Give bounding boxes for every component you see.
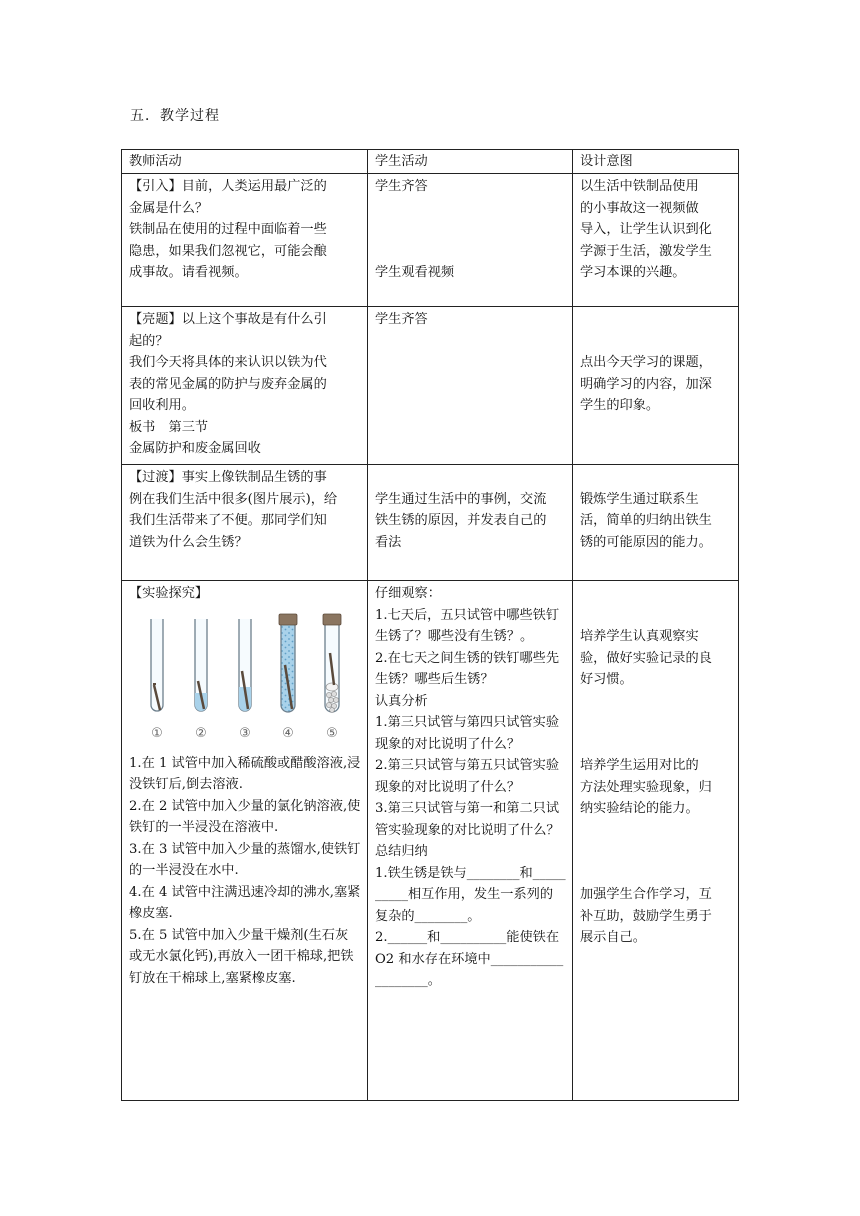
row2-intent-line: 明确学习的内容，加深 (580, 376, 712, 392)
table-row-experiment (122, 581, 739, 1101)
cotton-ball-icon (326, 683, 338, 691)
student-task-line: 1.第三只试管与第四只试管实验现象的对比说明了什么？ (375, 715, 560, 752)
row2-teacher-line: 【亮题】以上这个事故是有什么引 (129, 312, 327, 327)
row1-student-answer: 学生齐答 (375, 179, 428, 194)
row1-student-watch: 学生观看视频 (375, 265, 455, 280)
student-task-line: 认真分析 (375, 693, 428, 709)
test-tubes-figure (133, 613, 363, 747)
row1-teacher-line: 隐患，如果我们忽视它，可能会酿 (129, 243, 327, 259)
row3-teacher-line: 【过渡】事实上像铁制品生锈的事 (129, 470, 327, 485)
row2-teacher-line: 我们今天将具体的来认识以铁为代 (129, 355, 327, 370)
experiment-step: 4.在 4 试管中注满迅速冷却的沸水,塞紧橡皮塞. (129, 884, 361, 921)
row3-student-line: 学生通过生活中的事例，交流 (375, 491, 547, 507)
row4-intent-line: 验，做好实验记录的良 (580, 650, 712, 666)
row1-intent-line: 学源于生活，激发学生 (580, 243, 712, 259)
row1-intent-line: 以生活中铁制品使用 (580, 179, 699, 194)
tube-label: ② (195, 725, 207, 741)
row2-teacher-line: 表的常见金属的防护与废弃金属的 (129, 376, 327, 392)
rubber-stopper-icon (323, 614, 341, 625)
row2-intent-line: 点出今天学习的课题， (580, 355, 712, 370)
student-task-line: 1.七天后，五只试管中哪些铁钉生锈了？哪些没有生锈？。 (375, 607, 560, 644)
experiment-step: 3.在 3 试管中加入少量的蒸馏水,使铁钉的一半浸没在水中. (129, 841, 361, 878)
row1-teacher-line: 铁制品在使用的过程中面临着一些 (129, 222, 327, 237)
row4-student-cell (368, 581, 573, 1101)
row3-student-line: 铁生锈的原因，并发表自己的 (375, 513, 547, 528)
row4-intent-line: 纳实验结论的能力。 (580, 801, 699, 816)
row2-student-answer: 学生齐答 (375, 312, 428, 327)
student-task-line: 2.在七天之间生锈的铁钉哪些先生锈？哪些后生锈？ (375, 650, 560, 687)
tube-label: ① (151, 725, 163, 741)
test-tube-5 (323, 614, 341, 712)
header-teacher-activity: 教师活动 (122, 150, 368, 174)
test-tube-4 (279, 614, 297, 712)
row4-teacher-title: 【实验探究】 (129, 586, 209, 601)
student-task-line: 3.第三只试管与第一和第二只试管实验现象的对比说明了什么？ (375, 801, 560, 838)
row2-intent-line: 学生的印象。 (580, 398, 660, 413)
test-tube-2 (195, 619, 207, 711)
experiment-step: 2.在 2 试管中加入少量的氯化钠溶液,使铁钉的一半浸没在溶液中. (129, 798, 361, 835)
test-tube-3 (239, 619, 251, 711)
row4-intent-line: 培养学生运用对比的 (580, 758, 699, 773)
row2-teacher-line: 金属防护和废金属回收 (129, 441, 261, 456)
row4-intent-line: 加强学生合作学习，互 (580, 887, 712, 902)
tube-label: ③ (239, 725, 251, 741)
row1-teacher-line: 成事故。请看视频。 (129, 265, 248, 280)
row2-teacher-line: 板书 第三节 (129, 419, 209, 435)
row3-intent-cell (573, 465, 739, 581)
tube-label: ④ (282, 725, 294, 741)
row4-intent-line: 培养学生认真观察实 (580, 629, 699, 644)
row3-teacher-line: 道铁为什么会生锈？ (129, 534, 248, 550)
row3-intent-line: 锈的可能原因的能力。 (580, 534, 712, 550)
row3-teacher-line: 我们生活带来了不便。那同学们知 (129, 513, 327, 528)
row3-intent-line: 锻炼学生通过联系生 (580, 491, 699, 507)
row4-intent-line: 展示自己。 (580, 930, 646, 945)
experiment-step: 5.在 5 试管中加入少量干燥剂(生石灰或无水氯化钙),再放入一团干棉球,把铁钉放在干棉球上,塞紧橡皮塞. (129, 927, 354, 986)
row3-teacher-line: 例在我们生活中很多(图片展示)，给 (129, 491, 338, 507)
row4-teacher-cell (122, 581, 368, 1101)
row3-student-cell (368, 465, 573, 581)
row2-intent-cell (573, 307, 739, 465)
row4-intent-line: 好习惯。 (580, 672, 633, 687)
student-task-line: 2.______和__________能使铁在 O2 和水存在环境中___________________。 (375, 930, 564, 988)
row1-teacher-line: 【引入】目前，人类运用最广泛的 (129, 179, 327, 194)
tube-label: ⑤ (326, 725, 338, 741)
rubber-stopper-icon (279, 614, 297, 625)
row1-intent-line: 导入，让学生认识到化 (580, 222, 712, 237)
row2-student-cell (368, 307, 573, 465)
section-title: 五．教学过程 (130, 108, 220, 124)
row2-teacher-line: 起的？ (129, 333, 169, 349)
row1-intent-line: 学习本课的兴趣。 (580, 265, 686, 280)
row3-teacher-cell (122, 465, 368, 581)
student-task-line: 仔细观察： (375, 586, 441, 601)
student-task-line: 总结归纳 (375, 844, 428, 859)
teaching-process-table (121, 149, 739, 1101)
student-task-line: 1.铁生锈是铁与________和__________相互作用，发生一系列的复杂的________。 (375, 865, 566, 924)
student-task-line: 2.第三只试管与第五只试管实验现象的对比说明了什么？ (375, 758, 560, 795)
row1-intent-line: 的小事故这一视频做 (580, 200, 699, 216)
row4-intent-line: 补互助，鼓励学生勇于 (580, 908, 712, 924)
row4-intent-cell (573, 581, 739, 1101)
row1-student-cell (368, 174, 573, 307)
row1-intent-cell (573, 174, 739, 307)
row3-student-line: 看法 (375, 534, 402, 550)
row3-intent-line: 活，简单的归纳出铁生 (580, 513, 712, 528)
table-row-transition (122, 465, 739, 581)
row1-teacher-line: 金属是什么？ (129, 200, 209, 216)
table-header-row (122, 150, 739, 174)
table-row-topic (122, 307, 739, 465)
row4-intent-line: 方法处理实验现象，归 (580, 779, 712, 795)
header-design-intent: 设计意图 (573, 150, 739, 174)
row2-teacher-line: 回收利用。 (129, 398, 195, 413)
row1-teacher-cell (122, 174, 368, 307)
row2-teacher-cell (122, 307, 368, 465)
table-row-introduction (122, 174, 739, 307)
test-tube-1 (151, 619, 163, 711)
header-student-activity: 学生活动 (368, 150, 573, 174)
experiment-step: 1.在 1 试管中加入稀硫酸或醋酸溶液,浸没铁钉后,倒去溶液. (129, 755, 361, 792)
